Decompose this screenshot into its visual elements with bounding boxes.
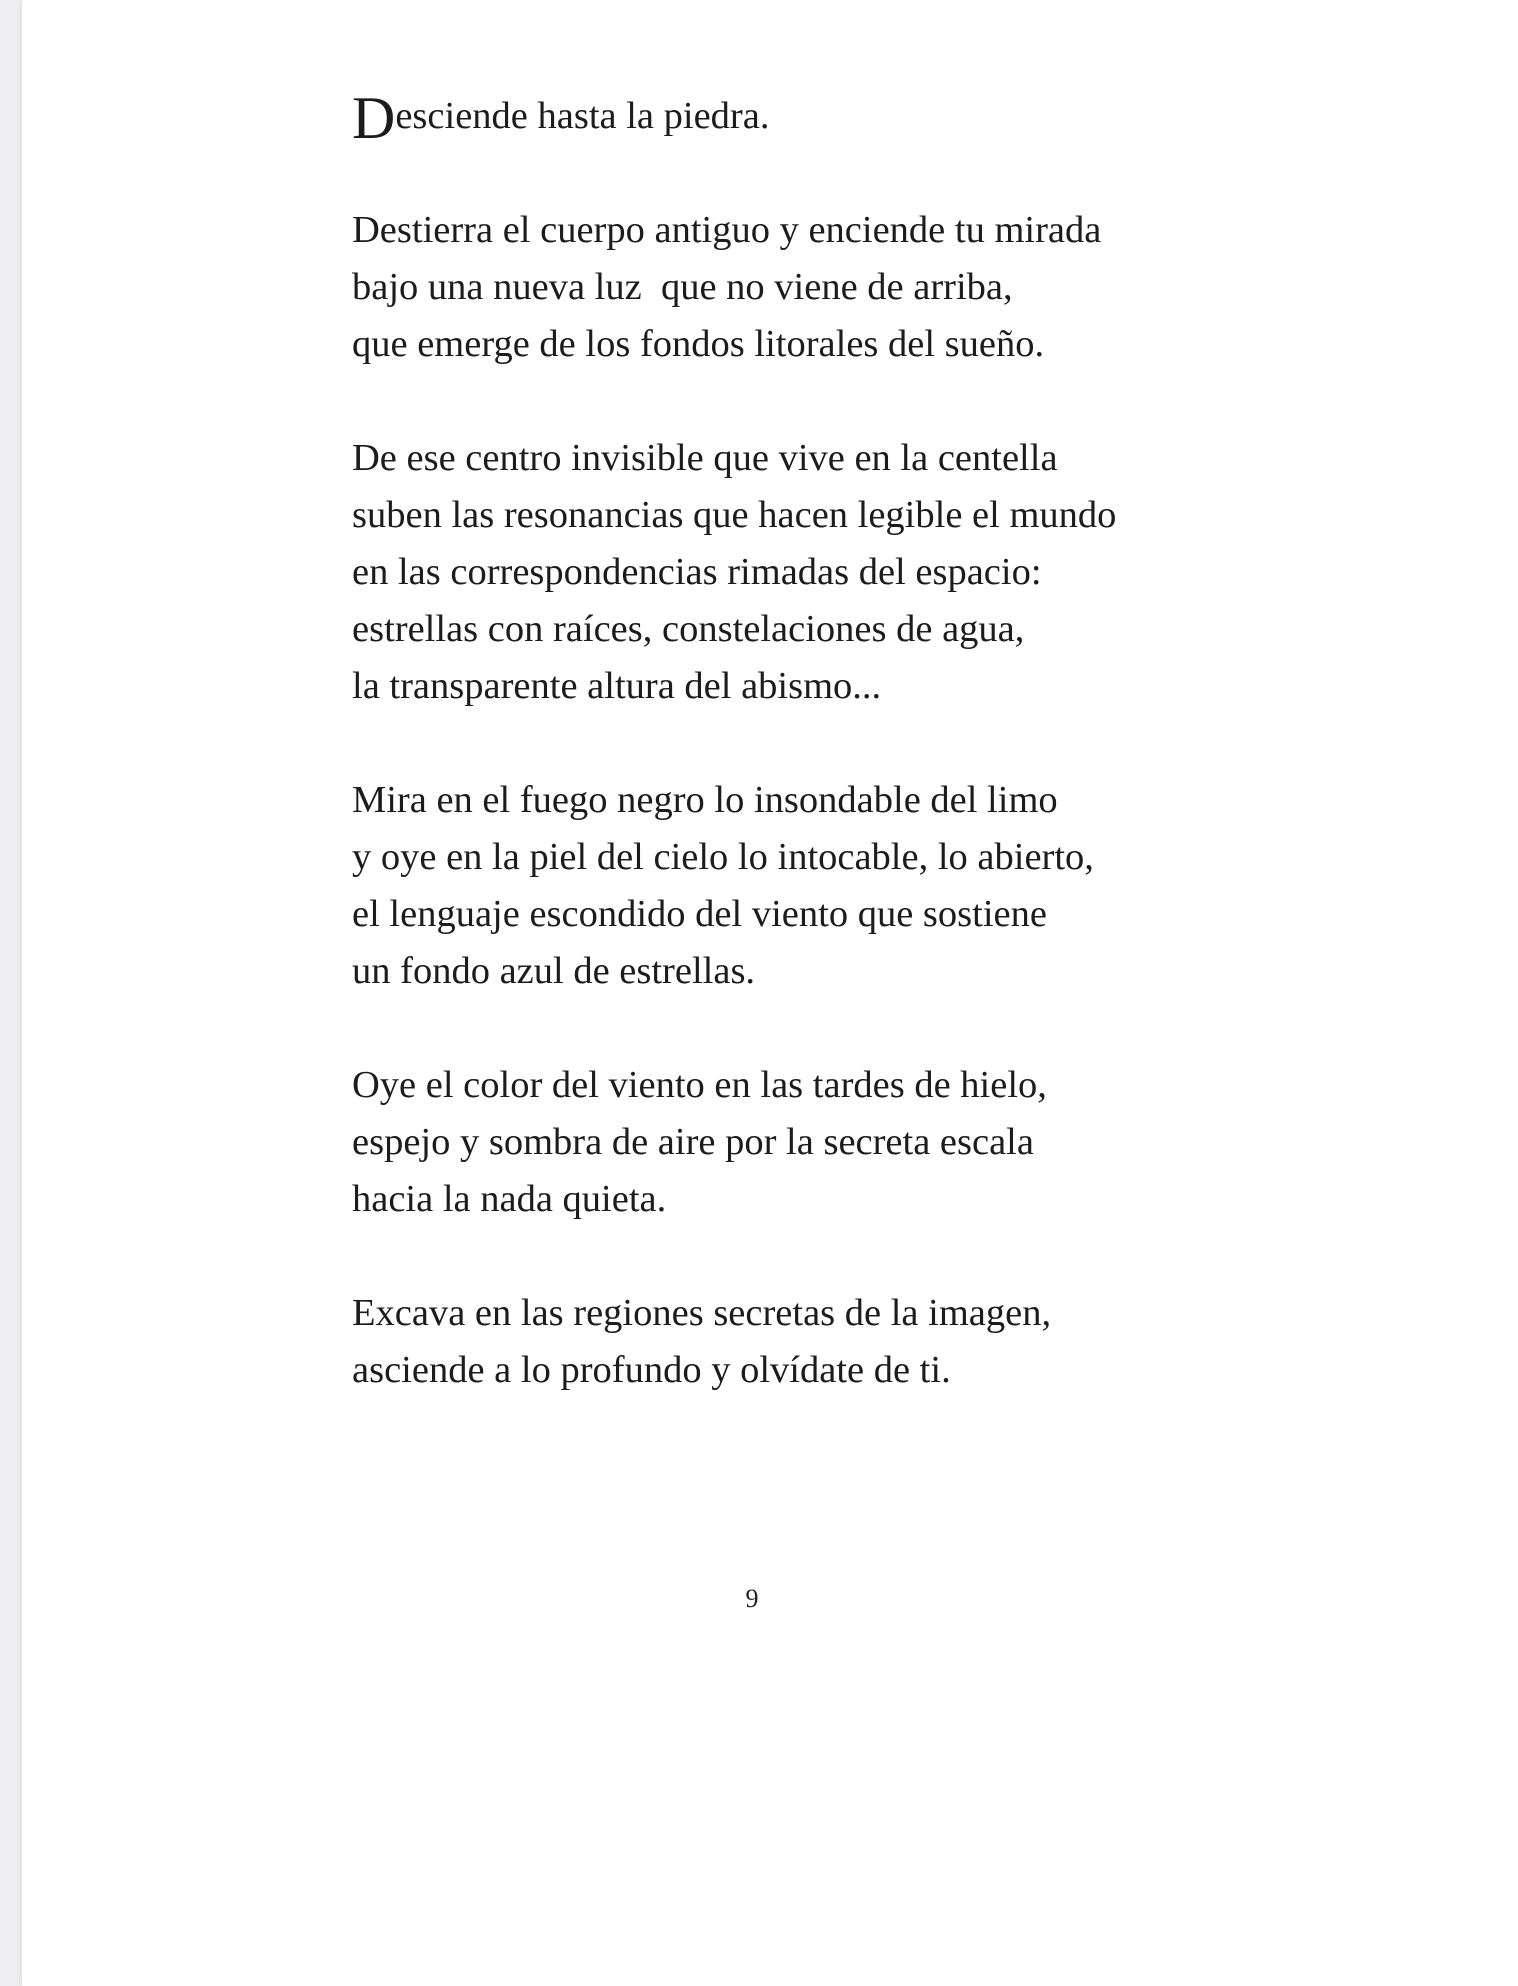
poem-line: la transparente altura del abismo...	[352, 665, 882, 707]
poem-first-line	[352, 85, 1252, 151]
first-line-text: esciende hasta la piedra.	[395, 95, 770, 137]
poem-line: un fondo azul de estrellas.	[352, 950, 756, 992]
stanza-5	[352, 1285, 1252, 1399]
poem-line: en las correspondencias rimadas del espacio:	[352, 551, 1042, 593]
poem-line: Excava en las regiones secretas de la imagen,	[352, 1292, 1052, 1334]
page-number: 9	[745, 1584, 759, 1613]
poem-line: espejo y sombra de aire por la secreta escala	[352, 1121, 1034, 1163]
poem-line: Destierra el cuerpo antiguo y enciende tu mirada	[352, 209, 1102, 251]
drop-cap: D	[352, 85, 396, 151]
poem-line: bajo una nueva luz que no viene de arriba,	[352, 266, 1013, 308]
poem-line: Oye el color del viento en las tardes de hielo,	[352, 1064, 1047, 1106]
stanza-3	[352, 772, 1252, 1000]
poem-line: el lenguaje escondido del viento que sostiene	[352, 893, 1047, 935]
poem-line: hacia la nada quieta.	[352, 1178, 667, 1220]
stanza-2	[352, 430, 1252, 715]
poem-line: que emerge de los fondos litorales del sueño.	[352, 323, 1045, 365]
poem-line: De ese centro invisible que vive en la centella	[352, 437, 1058, 479]
poem-line: asciende a lo profundo y olvídate de ti.	[352, 1349, 951, 1391]
poem-line: suben las resonancias que hacen legible el mundo	[352, 494, 1117, 536]
poem-line: estrellas con raíces, constelaciones de agua,	[352, 608, 1025, 650]
page	[22, 0, 1518, 1986]
poem-line: y oye en la piel del cielo lo intocable, lo abierto,	[352, 836, 1094, 878]
stanza-4	[352, 1057, 1252, 1228]
poem	[352, 85, 1252, 1399]
poem-line: Mira en el fuego negro lo insondable del limo	[352, 779, 1058, 821]
stanza-1	[352, 202, 1252, 373]
